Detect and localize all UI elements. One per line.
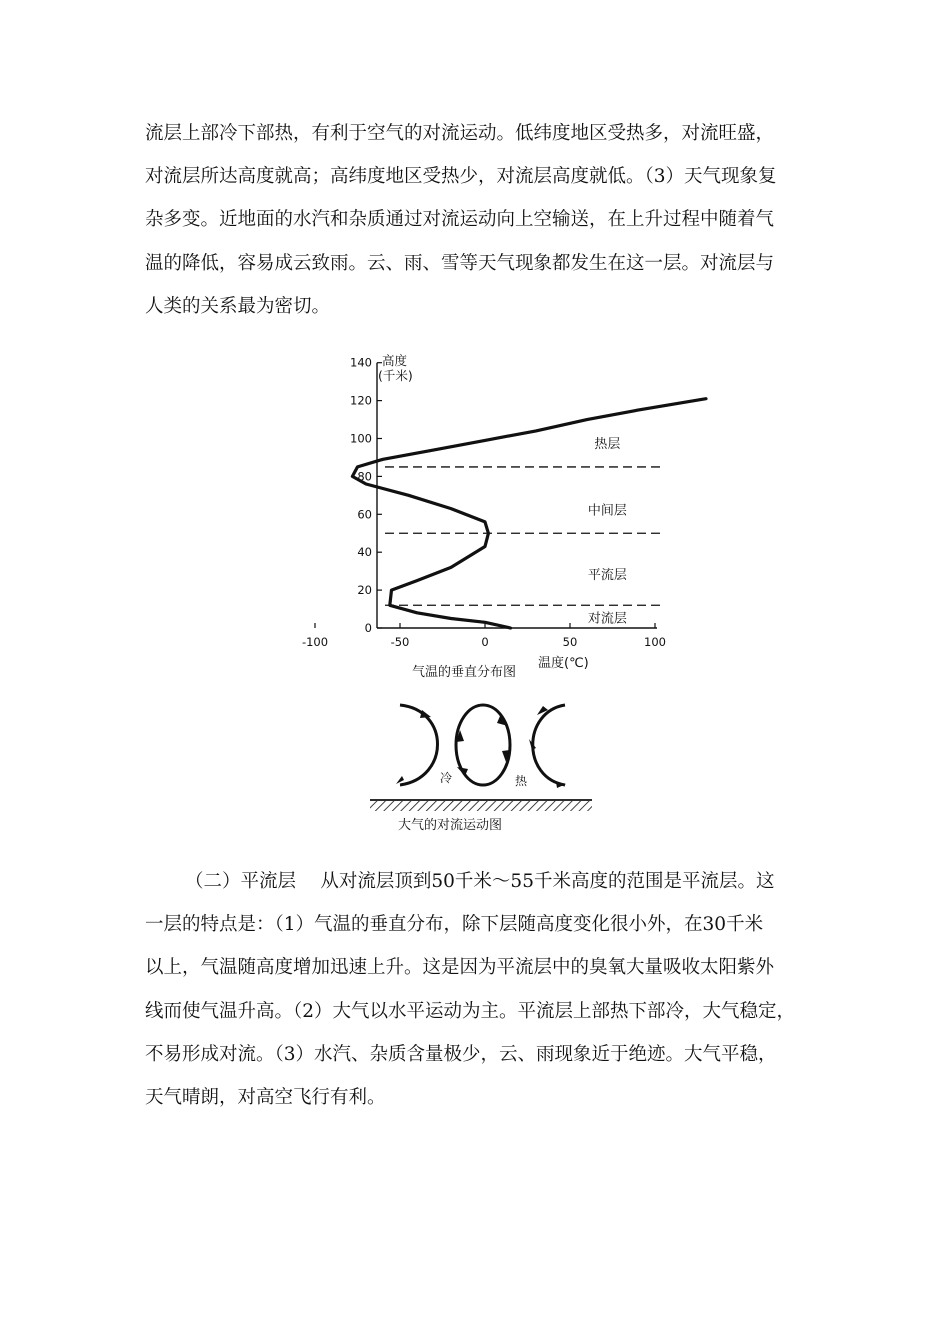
x-tick-label: 50 <box>562 635 578 649</box>
y-tick-label: 20 <box>357 583 372 598</box>
text-line: 流层上部冷下部热，有利于空气的对流运动。低纬度地区受热多，对流旺盛， <box>145 123 775 144</box>
layer-label: 平流层 <box>587 567 627 583</box>
hot-label: 热 <box>515 774 528 788</box>
paragraph-stratosphere <box>145 860 825 1119</box>
cold-label: 冷 <box>440 771 453 785</box>
y-tick-label: 0 <box>364 621 372 635</box>
text-line: 天气晴朗，对高空飞行有利。 <box>145 1087 386 1109</box>
text-line: 杂多变。近地面的水汽和杂质通过对流运动向上空输送，在上升过程中随着气 <box>145 209 775 231</box>
x-tick-label: -100 <box>301 635 329 649</box>
y-tick-label: 40 <box>357 545 372 560</box>
y-tick-label: 100 <box>350 431 372 446</box>
y-tick-label: 80 <box>357 469 372 484</box>
arrow-icon <box>396 776 404 784</box>
convection-center-cell <box>456 705 510 785</box>
convection-right-cell <box>529 705 566 788</box>
text-line: 一层的特点是：（1）气温的垂直分布，除下层随高度变化很小外，在30千米 <box>145 914 764 936</box>
x-tick-label: -50 <box>390 635 410 649</box>
y-axis-unit: (千米) <box>378 368 413 383</box>
text-line: 人类的关系最为密切。 <box>145 295 331 317</box>
paragraph-troposphere <box>145 112 825 328</box>
y-axis-label: 高度 <box>382 353 408 368</box>
text-line: （二）平流层 从对流层顶到50千米～55千米高度的范围是平流层。这 <box>185 871 775 892</box>
convection-diagram <box>360 690 600 840</box>
ground-hatch <box>370 801 592 811</box>
x-tick-label: 0 <box>481 635 489 649</box>
text-line: 不易形成对流。（3）水汽、杂质含量极少，云、雨现象近于绝迹。大气平稳， <box>145 1043 777 1065</box>
figure-caption: 气温的垂直分布图 <box>412 665 517 680</box>
figure-caption: 大气的对流运动图 <box>398 818 503 833</box>
text-line: 对流层所达高度就高；高纬度地区受热少，对流层高度就低。（3）天气现象复 <box>145 166 777 188</box>
text-line: 以上，气温随高度增加迅速上升。这是因为平流层中的臭氧大量吸收太阳紫外 <box>145 957 775 979</box>
y-tick-label: 140 <box>350 355 372 370</box>
temperature-vertical-chart <box>301 345 666 685</box>
layer-label: 热层 <box>594 437 621 453</box>
layer-label: 中间层 <box>587 503 627 519</box>
x-tick-label: 100 <box>644 635 666 649</box>
x-axis-label: 温度(℃) <box>538 656 589 671</box>
y-tick-label: 120 <box>350 393 372 408</box>
y-tick-label: 60 <box>357 507 372 522</box>
temperature-curve <box>352 399 706 628</box>
layer-label: 对流层 <box>587 611 627 627</box>
convection-left-cell <box>396 705 438 785</box>
text-line: 温的降低，容易成云致雨。云、雨、雪等天气现象都发生在这一层。对流层与 <box>145 252 775 274</box>
chart-labels <box>588 436 627 626</box>
text-line: 线而使气温升高。（2）大气以水平运动为主。平流层上部热下部冷，大气稳定， <box>145 1000 796 1022</box>
layer-boundaries <box>385 467 660 605</box>
